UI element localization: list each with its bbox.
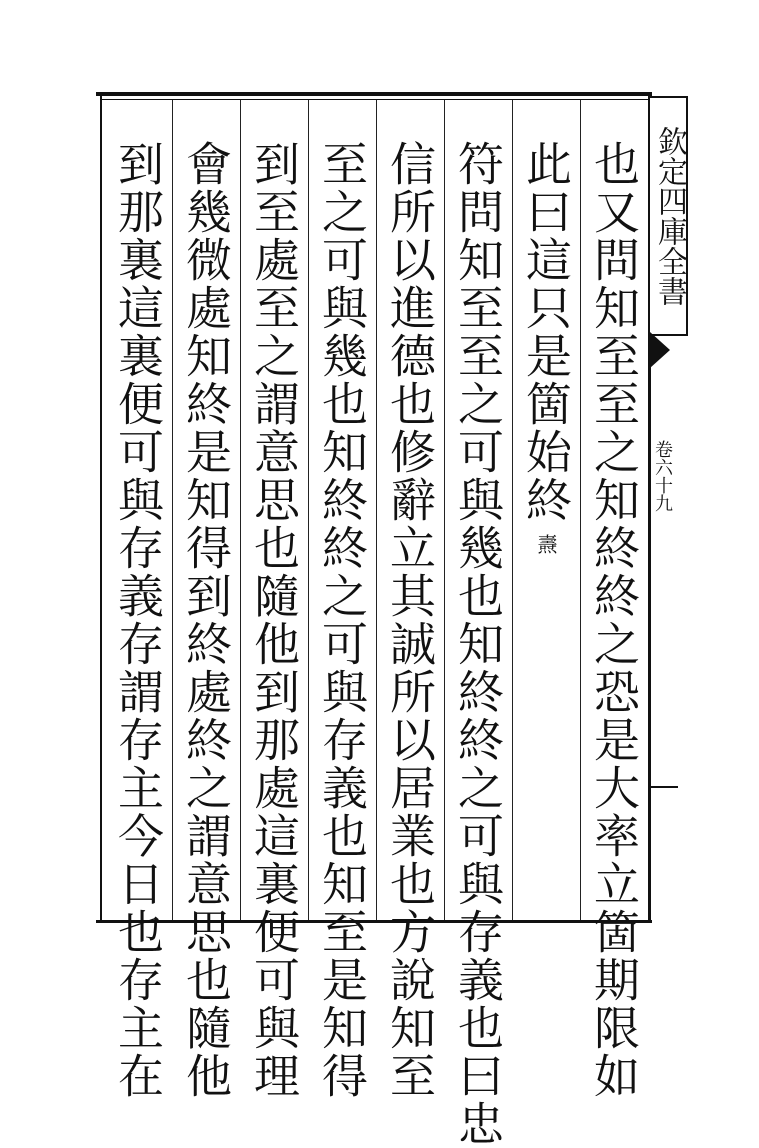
text-column-2 [520, 140, 572, 554]
text-column-3: 符問知至至之可與幾也知終終之可與存義也曰忠 [451, 140, 505, 1148]
text-column-6: 到至處至之謂意思也隨他到那處這裏便可與理 [247, 140, 301, 1100]
margin-book-title: 欽定四庫全書 [650, 96, 688, 336]
column-divider [172, 100, 173, 920]
text-column-8: 到那裏這裏便可與存義存謂存主今日也存主在 [111, 140, 165, 1100]
margin-rule [650, 786, 678, 788]
top-border-inner [100, 99, 648, 100]
text-column-1: 也又問知至至之知終終之恐是大率立箇期限如 [587, 140, 641, 1100]
column-divider [376, 100, 377, 920]
text-column-5: 至之可與幾也知終終之可與存義也知至是知得 [315, 140, 369, 1100]
text-column-7: 會幾微處知終是知得到終處終之謂意思也隨他 [179, 140, 233, 1100]
speaker-note: 燾 [534, 534, 558, 554]
top-border [96, 92, 652, 96]
left-border [100, 96, 102, 922]
fishtail-mark [650, 332, 670, 368]
column-2-text: 此曰這只是箇始終 [519, 140, 573, 524]
column-divider [240, 100, 241, 920]
column-divider [308, 100, 309, 920]
column-divider [580, 100, 581, 920]
text-column-4: 信所以進德也修辭立其誠所以居業也方說知至 [383, 140, 437, 1100]
volume-label: 卷六十九 [652, 440, 673, 512]
column-divider [444, 100, 445, 920]
column-divider [512, 100, 513, 920]
